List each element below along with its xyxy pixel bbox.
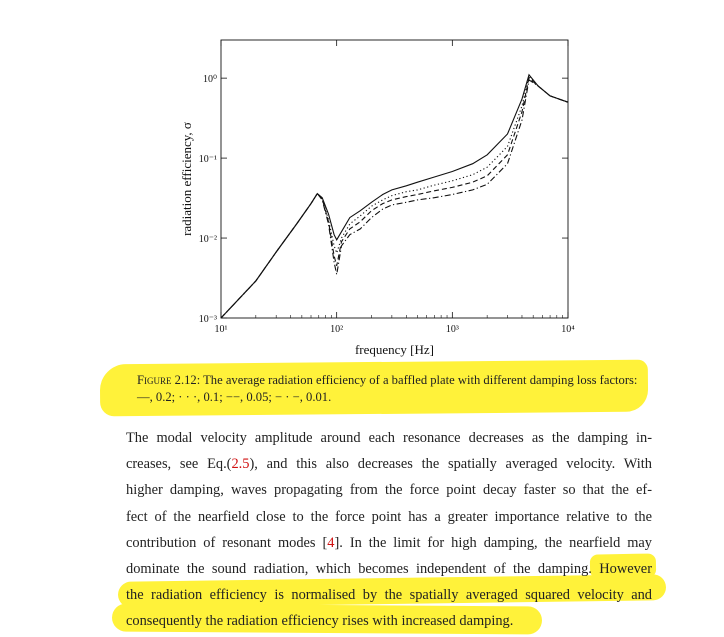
x-tick-label: 10¹ xyxy=(214,324,228,335)
y-tick-label: 10⁻³ xyxy=(198,314,217,325)
y-axis-label: radiation efficiency, σ xyxy=(179,122,194,236)
x-tick-label: 10³ xyxy=(445,324,459,335)
paragraph-line: creases, see Eq.(2.5), and this also decreases the spatially averaged velocity. With xyxy=(126,456,653,473)
body-paragraph xyxy=(126,425,652,635)
figure-caption xyxy=(137,372,647,406)
plot-frame xyxy=(221,40,568,318)
y-tick-label: 10⁻² xyxy=(198,234,217,246)
paragraph-line: The modal velocity amplitude around each resonance decreases as the damping in- xyxy=(126,430,652,446)
paragraph-line: higher damping, waves propagating from the force point decay faster so that the ef- xyxy=(126,482,652,499)
series-line-0-2 xyxy=(221,75,568,318)
y-tick-label: 10⁰ xyxy=(202,74,217,86)
x-tick-label: 10² xyxy=(330,324,344,335)
radiation-efficiency-figure xyxy=(170,30,590,360)
paragraph-line: dominate the sound radiation, which becomes independent of the damping. However xyxy=(126,561,652,578)
citation-reference[interactable]: 4 xyxy=(327,534,335,551)
paragraph-line: fect of the nearfield close to the force point has a greater importance relative to the xyxy=(126,508,652,525)
paragraph-line: the radiation efficiency is normalised by the spatially averaged squared velocity and xyxy=(126,587,652,604)
paragraph-line: contribution of resonant modes [4]. In the limit for high damping, the nearfield may xyxy=(126,534,652,551)
caption-text: The average radiation efficiency of a baffled plate with different damping loss factors: —, 0.2; · · ·, 0.1; −−, 0.05; − · −, 0.01. xyxy=(137,373,638,404)
x-axis-label: frequency [Hz] xyxy=(354,342,435,357)
radiation-efficiency-chart xyxy=(170,30,590,360)
caption-label: Figure 2.12: xyxy=(137,373,201,387)
paragraph-line: consequently the radiation efficiency rises with increased damping. xyxy=(126,613,514,630)
x-tick-label: 10⁴ xyxy=(561,324,575,335)
citation-reference[interactable]: 2.5 xyxy=(231,456,250,473)
series-line-0-01 xyxy=(221,80,568,318)
y-tick-label: 10⁻¹ xyxy=(198,154,217,166)
